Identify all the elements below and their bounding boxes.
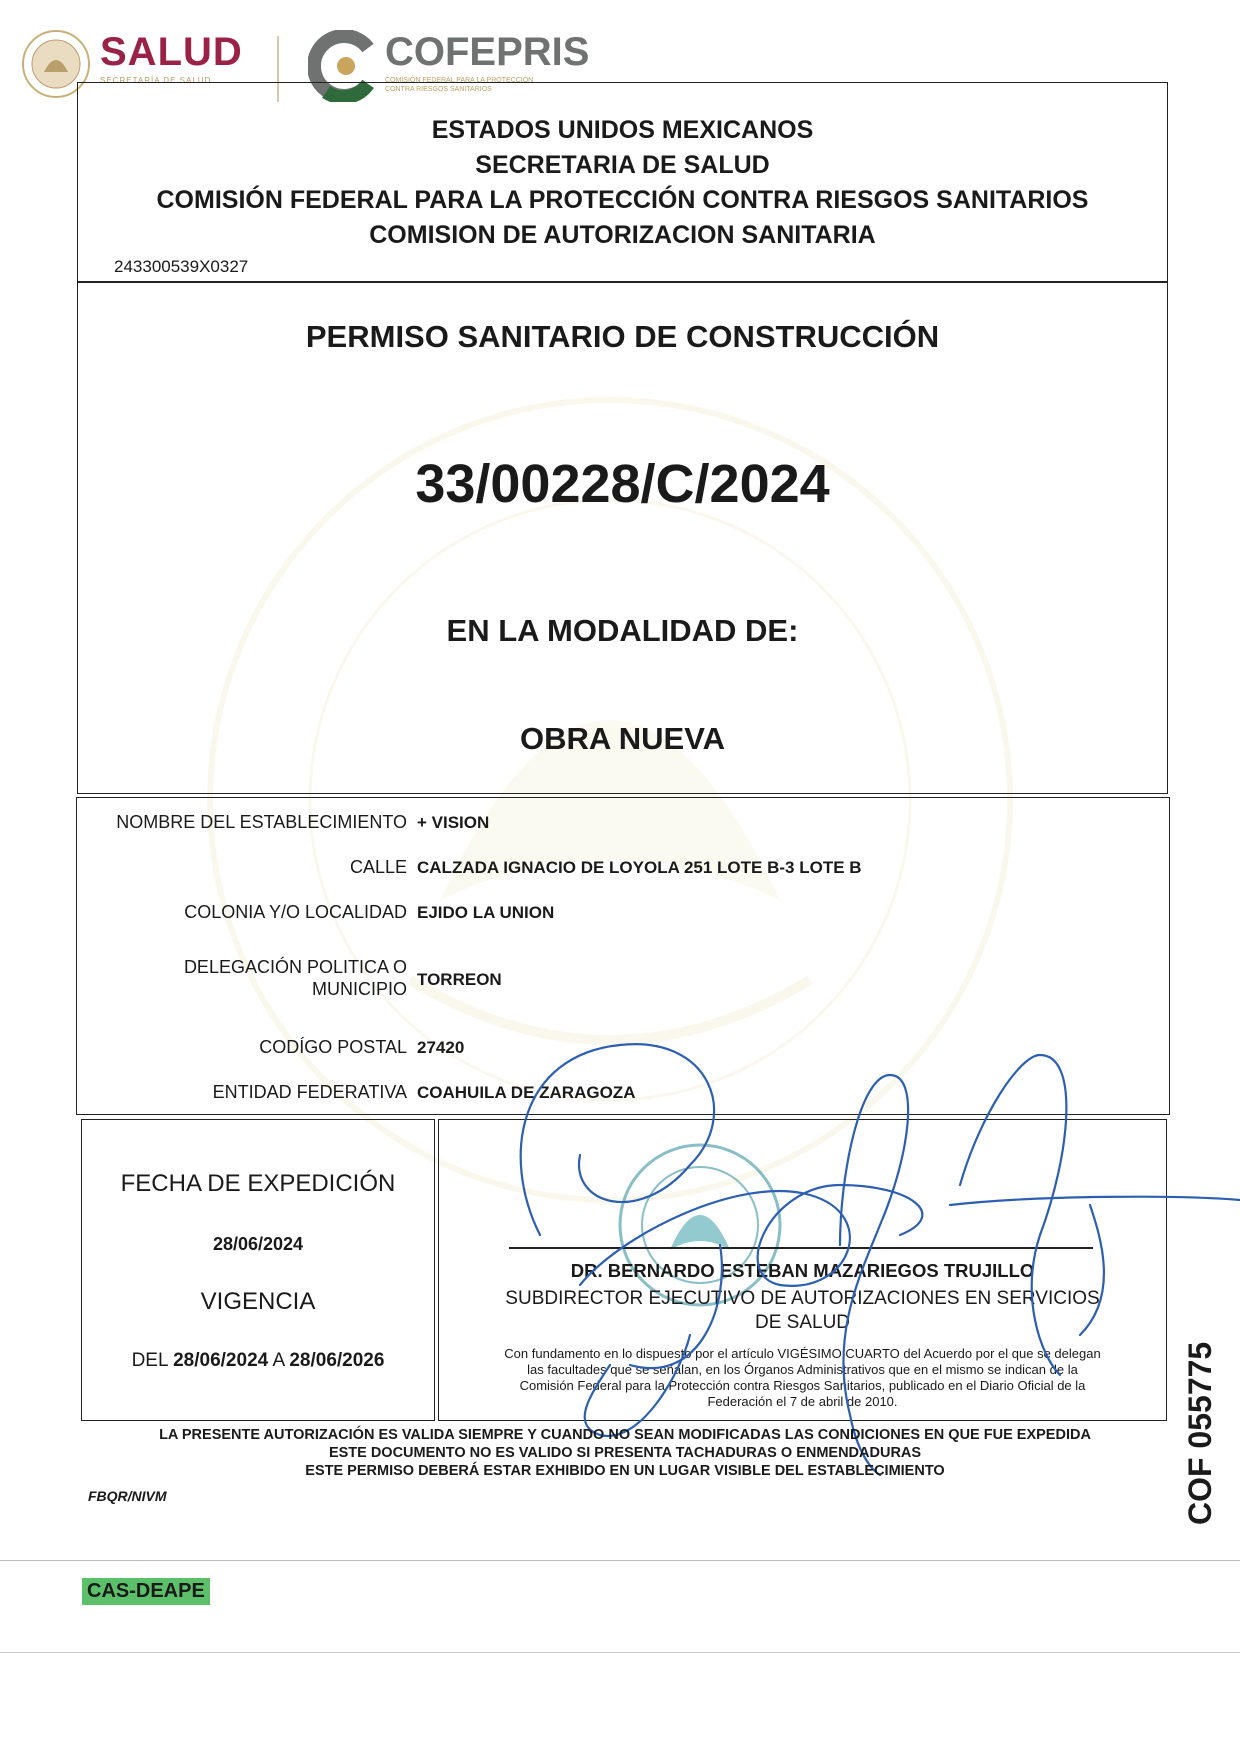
validity-label: VIGENCIA — [200, 1288, 316, 1315]
header-commission: COMISIÓN FEDERAL PARA LA PROTECCIÓN CONTRA RIESGOS SANITARIOS — [156, 186, 1089, 214]
conditions-line-1: LA PRESENTE AUTORIZACIÓN ES VALIDA SIEMPRE Y CUANDO NO SEAN MODIFICADAS LAS CONDICIONES EN QUE FUE EXPEDIDA — [159, 1427, 1091, 1443]
validity-to-word: A — [272, 1350, 285, 1371]
state-label: ENTIDAD FEDERATIVA — [212, 1082, 407, 1102]
legal-basis-line-2: las facultades que se señalan, en los Órganos Administrativos que en el mismo se indican de la — [527, 1362, 1078, 1377]
document-serial: COF 055775 — [1182, 1341, 1218, 1525]
conditions-text — [80, 1426, 1170, 1480]
municipality-label: DELEGACIÓN POLITICA O MUNICIPIO — [183, 957, 407, 999]
validity-to-date: 28/06/2026 — [289, 1350, 385, 1371]
cofepris-logo-text: COFEPRIS — [385, 30, 590, 74]
initials: FBQR/NIVM — [88, 1488, 167, 1504]
colony-label: COLONIA Y/O LOCALIDAD — [184, 902, 407, 922]
department-tag: CAS-DEAPE — [82, 1578, 210, 1605]
permit-title: PERMISO SANITARIO DE CONSTRUCCIÓN — [305, 319, 940, 354]
street-label: CALLE — [349, 857, 407, 877]
legal-basis-line-3: Comisión Federal para la Protección contra Riesgos Sanitarios, publicado en el Diario Oficial de la — [519, 1378, 1086, 1393]
validity-range — [82, 1350, 434, 1372]
dates-box — [81, 1119, 435, 1421]
salud-logo-text: SALUD — [100, 30, 243, 74]
legal-basis-line-1: Con fundamento en lo dispuesto por el artículo VIGÉSIMO CUARTO del Acuerdo por el que se delegan — [504, 1346, 1101, 1361]
establishment-name-label: NOMBRE DEL ESTABLECIMIENTO — [116, 812, 407, 832]
header-ministry: SECRETARIA DE SALUD — [475, 151, 770, 179]
salud-logo-subtitle: SECRETARÍA DE SALUD — [100, 76, 212, 85]
street-value: CALZADA IGNACIO DE LOYOLA 251 LOTE B-3 LOTE B — [417, 858, 862, 877]
conditions-line-3: ESTE PERMISO DEBERÁ ESTAR EXHIBIDO EN UN LUGAR VISIBLE DEL ESTABLECIMIENTO — [305, 1463, 945, 1479]
issue-date-label: FECHA DE EXPEDICIÓN — [120, 1170, 396, 1197]
validity-from-word: DEL — [131, 1350, 168, 1371]
header-country: ESTADOS UNIDOS MEXICANOS — [431, 116, 814, 144]
validity-from-date: 28/06/2024 — [173, 1350, 269, 1371]
bottom-rule-2 — [0, 1652, 1240, 1653]
folio-number: 243300539X0327 — [114, 257, 249, 276]
permit-number: 33/00228/C/2024 — [415, 454, 830, 514]
bottom-rule — [0, 1560, 1240, 1561]
modality-label: EN LA MODALIDAD DE: — [446, 613, 799, 648]
municipality-value: TORREON — [417, 970, 502, 989]
header-authorization-office: COMISION DE AUTORIZACION SANITARIA — [369, 221, 876, 249]
cofepris-subtitle-line-2: CONTRA RIESGOS SANITARIOS — [385, 86, 492, 93]
conditions-line-2: ESTE DOCUMENTO NO ES VALIDO SI PRESENTA TACHADURAS O ENMENDADURAS — [328, 1445, 922, 1461]
establishment-name-value: + VISION — [417, 813, 490, 832]
permit-box — [77, 282, 1168, 794]
colony-value: EJIDO LA UNION — [417, 903, 555, 922]
signatory-title-line-2: DE SALUD — [754, 1312, 851, 1333]
postal-code-value: 27420 — [417, 1038, 465, 1057]
signatory-title-line-1: SUBDIRECTOR EJECUTIVO DE AUTORIZACIONES EN SERVICIOS — [505, 1288, 1100, 1309]
issue-date-value: 28/06/2024 — [212, 1234, 304, 1254]
modality-value: OBRA NUEVA — [520, 721, 725, 756]
legal-basis-line-4: Federación el 7 de abril de 2010. — [707, 1394, 898, 1409]
cofepris-subtitle-line-1: COMISIÓN FEDERAL PARA LA PROTECCIÓN — [385, 77, 534, 84]
signatory-name: DR. BERNARDO ESTEBAN MAZARIEGOS TRUJILLO — [570, 1260, 1035, 1281]
state-value: COAHUILA DE ZARAGOZA — [417, 1083, 636, 1102]
postal-code-label: CODÍGO POSTAL — [259, 1037, 407, 1057]
header-box — [77, 82, 1168, 282]
